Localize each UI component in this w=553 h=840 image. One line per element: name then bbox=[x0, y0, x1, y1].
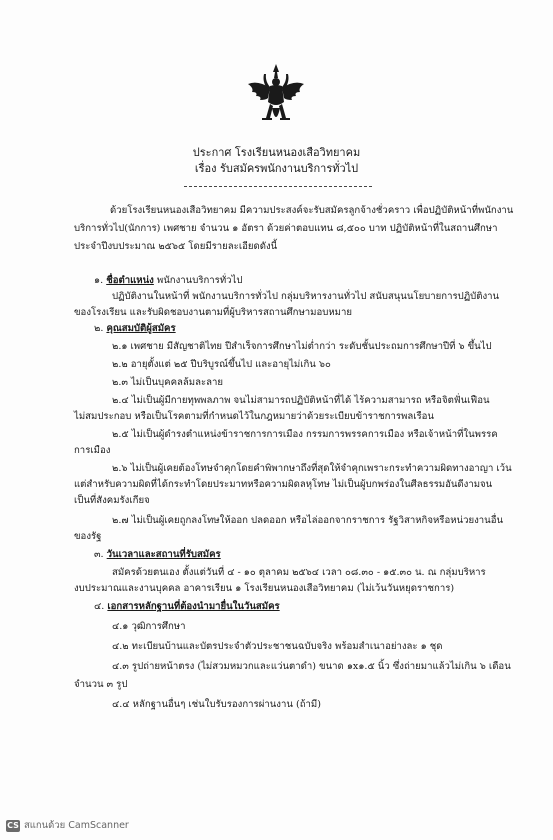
camscanner-text: สแกนด้วย CamScanner bbox=[24, 820, 129, 831]
document-item: จำนวน ๓ รูป bbox=[74, 679, 128, 690]
camscanner-logo-icon: CS bbox=[7, 821, 19, 830]
document-item: ๔.๒ ทะเบียนบ้านและบัตรประจำตัวประชาชนฉบับจริง พร้อมสำเนาอย่างละ ๑ ชุด bbox=[112, 641, 443, 652]
document-item: ๔.๑ วุฒิการศึกษา bbox=[112, 621, 186, 632]
camscanner-watermark bbox=[6, 818, 129, 833]
section-3-line: สมัครด้วยตนเอง ตั้งแต่วันที่ ๔ - ๑๐ ตุลาคม ๒๕๖๔ เวลา ๐๘.๓๐ - ๑๕.๓๐ น. ณ กลุ่มบริหาร bbox=[112, 567, 486, 578]
section-3-heading: ๓. วันเวลาและสถานที่รับสมัคร bbox=[94, 549, 221, 560]
section-1-line: ของโรงเรียน และรับผิดชอบงานตามที่ผู้บริหารสถานศึกษามอบหมาย bbox=[74, 307, 353, 318]
qualification-item: ไม่สมประกอบ หรือเป็นโรคตามที่กำหนดไว้ในกฎหมายว่าด้วยระเบียบข้าราชการพลเรือน bbox=[74, 411, 434, 422]
section-2-title: คุณสมบัติผู้สมัคร bbox=[106, 323, 176, 334]
section-1-heading: ๑. ชื่อตำแหน่ง พนักงานบริการทั่วไป bbox=[94, 275, 243, 286]
announcement-subject: เรื่อง รับสมัครพนักงานบริการทั่วไป bbox=[194, 162, 359, 175]
announcement-title: ประกาศ โรงเรียนหนองเสือวิทยาคม bbox=[192, 146, 361, 159]
document-item: ๔.๔ หลักฐานอื่นๆ เช่นใบรับรองการผ่านงาน (ถ้ามี) bbox=[112, 699, 321, 710]
intro-line: บริการทั่วไป(นักการ) เพศชาย จำนวน ๑ อัตรา ด้วยค่าตอบแทน ๘,๕๐๐ บาท ปฏิบัติหน้าที่ในสถานศึกษา bbox=[74, 223, 498, 234]
section-1-position: พนักงานบริการทั่วไป bbox=[153, 275, 243, 286]
header-divider bbox=[184, 186, 372, 187]
garuda-emblem-icon bbox=[244, 62, 308, 130]
section-3-line: งบประมาณและงานบุคคล อาคารเรียน ๑ โรงเรียนหนองเสือวิทยาคม (ไม่เว้นวันหยุดราชการ) bbox=[74, 583, 455, 594]
qualification-item: ๒.๔ ไม่เป็นผู้มีกายทุพพลภาพ จนไม่สามารถปฏิบัติหน้าที่ได้ ไร้ความสามารถ หรือจิตฟั่นเฟือน bbox=[112, 395, 490, 406]
qualification-item: แต่สำหรับความผิดที่ได้กระทำโดยประมาทหรือความผิดลหุโทษ ไม่เป็นผู้บกพร่องในศีลธรรมอันดีงามจน bbox=[74, 479, 493, 490]
section-1-line: ปฏิบัติงานในหน้าที่ พนักงานบริการทั่วไป กลุ่มบริหารงานทั่วไป สนับสนุนนโยบายการปฏิบัติงาน bbox=[112, 291, 500, 302]
qualification-item: ๒.๖ ไม่เป็นผู้เคยต้องโทษจำคุกโดยคำพิพากษาถึงที่สุดให้จำคุกเพราะกระทำความผิดทางอาญา เว้น bbox=[112, 463, 512, 474]
qualification-item: ๒.๑ เพศชาย มีสัญชาติไทย ปีสำเร็จการศึกษาไม่ต่ำกว่า ระดับชั้นประถมการศึกษาปีที่ ๖ ขึ้นไป bbox=[112, 341, 492, 352]
qualification-item: ๒.๓ ไม่เป็นบุคคลล้มละลาย bbox=[112, 377, 223, 388]
qualification-item: ของรัฐ bbox=[74, 531, 102, 542]
section-3-title: วันเวลาและสถานที่รับสมัคร bbox=[106, 549, 221, 560]
qualification-item: ๒.๒ อายุตั้งแต่ ๒๕ ปีบริบูรณ์ขึ้นไป และอายุไม่เกิน ๖๐ bbox=[112, 359, 331, 370]
qualification-item: ๒.๕ ไม่เป็นผู้ดำรงตำแหน่งข้าราชการการเมือง กรรมการพรรคการเมือง หรือเจ้าหน้าที่ในพรรค bbox=[112, 429, 498, 440]
section-1-title: ชื่อตำแหน่ง bbox=[106, 275, 154, 286]
section-4-title: เอกสารหลักฐานที่ต้องนำมายื่นในวันสมัคร bbox=[107, 601, 280, 612]
intro-line: ด้วยโรงเรียนหนองเสือวิทยาคม มีความประสงค์จะรับสมัครลูกจ้างชั่วคราว เพื่อปฏิบัติหน้าที่พนักงาน bbox=[110, 205, 514, 216]
intro-line: ประจำปีงบประมาณ ๒๕๖๕ โดยมีรายละเอียดดังนี้ bbox=[74, 241, 278, 252]
qualification-item: การเมือง bbox=[74, 445, 111, 456]
document-item: ๔.๓ รูปถ่ายหน้าตรง (ไม่สวมหมวกและแว่นตาดำ) ขนาด ๑x๑.๕ นิ้ว ซึ่งถ่ายมาแล้วไม่เกิน ๖ เดือน bbox=[112, 661, 511, 672]
section-4-heading: ๔. เอกสารหลักฐานที่ต้องนำมายื่นในวันสมัคร bbox=[94, 601, 280, 612]
section-2-heading: ๒. คุณสมบัติผู้สมัคร bbox=[94, 323, 176, 334]
qualification-item: ๒.๗ ไม่เป็นผู้เคยถูกลงโทษให้ออก ปลดออก หรือไล่ออกจากราชการ รัฐวิสาหกิจหรือหน่วยงานอื่น bbox=[112, 515, 504, 526]
qualification-item: เป็นที่สังคมรังเกียจ bbox=[74, 495, 150, 506]
